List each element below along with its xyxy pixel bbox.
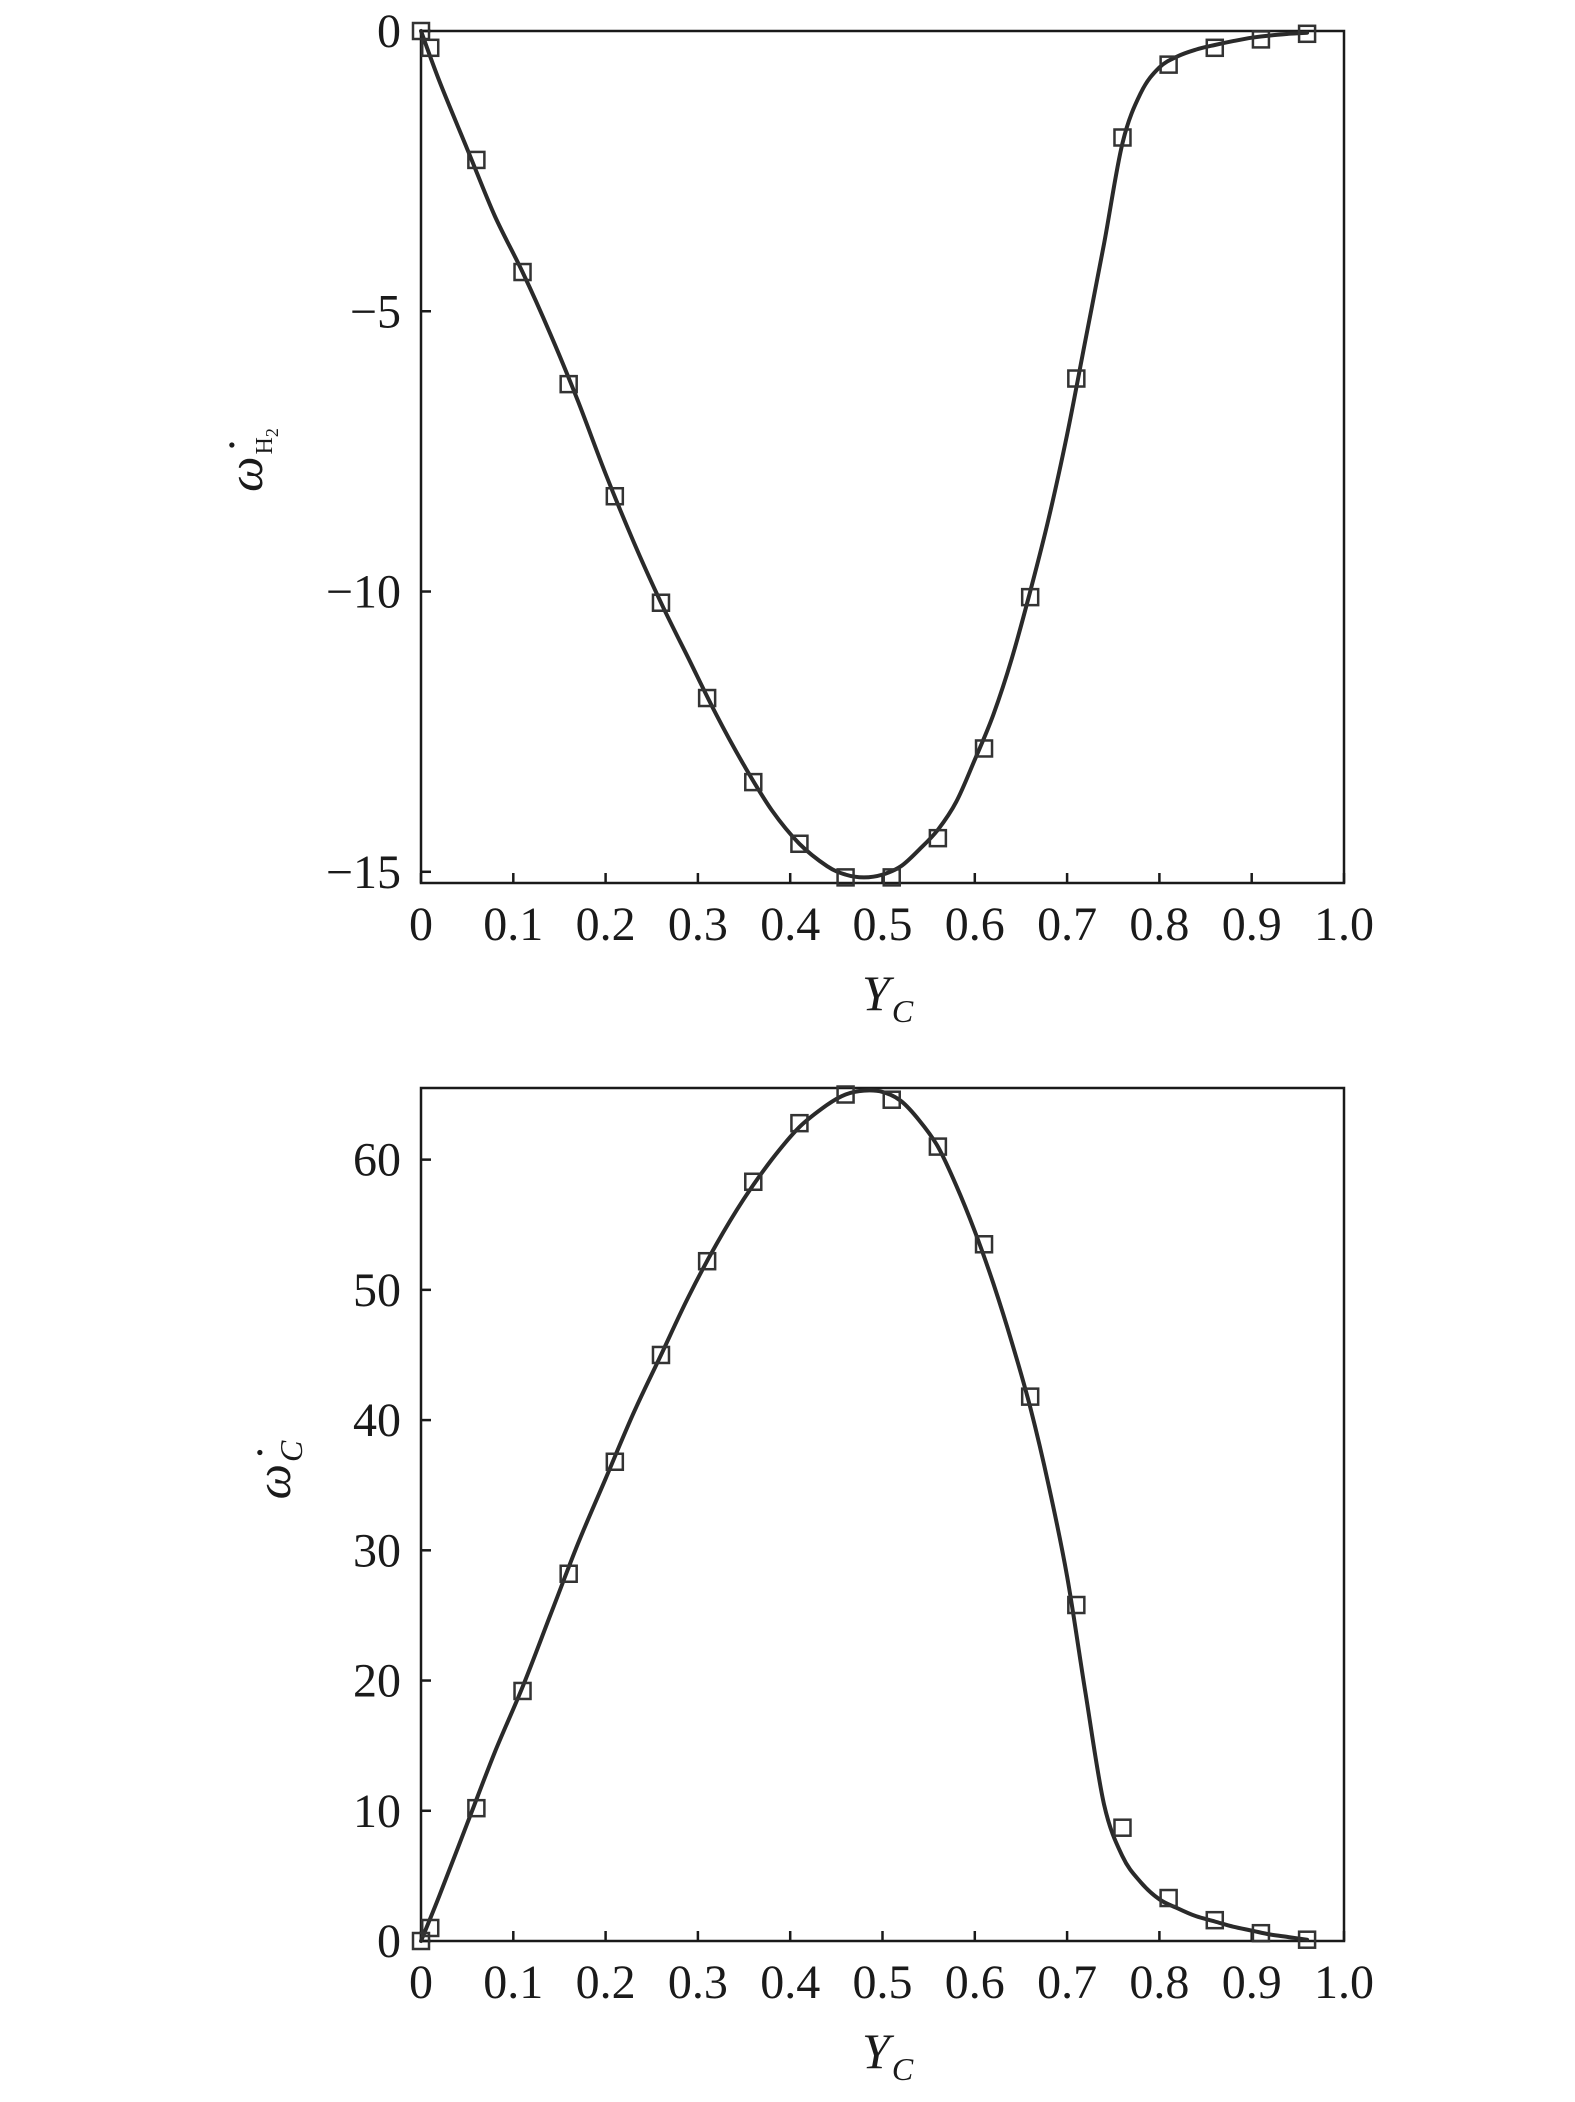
x-tick-label: 1.0	[1314, 898, 1374, 951]
svg-text:ω̇C: $\omegȧ_C$	[245, 1440, 309, 1500]
x-tick-label: 0.8	[1129, 898, 1190, 951]
x-tick-label: 0.6	[944, 898, 1005, 951]
y-ticks-bottom	[353, 1134, 431, 1968]
markers-bottom	[413, 1087, 1315, 1949]
y-tick-label: −15	[325, 845, 401, 899]
y-tick-label: −5	[349, 285, 401, 339]
x-tick-label: 0.3	[667, 1956, 728, 2009]
curve-top	[421, 31, 1307, 877]
y-tick-label: 40	[353, 1394, 401, 1448]
x-tick-label: 0.5	[852, 898, 913, 951]
y-axis-label-bottom	[245, 1440, 309, 1499]
data-point-marker	[1114, 1820, 1130, 1836]
y-tick-label: 0	[377, 5, 401, 58]
x-tick-label: 0.9	[1221, 1956, 1282, 2009]
chart-top	[217, 5, 1374, 1029]
y-tick-label: 0	[377, 1915, 401, 1968]
y-tick-label: 60	[353, 1133, 401, 1187]
y-tick-label: 20	[353, 1654, 401, 1708]
x-ticks-bottom	[409, 1931, 1374, 2009]
x-tick-label: 0.7	[1037, 898, 1098, 951]
x-axis-label-top: $Y_C$	[862, 965, 914, 1029]
x-tick-label: 0.2	[575, 1956, 636, 2009]
x-tick-label: 0.4	[760, 898, 821, 951]
y-axis-label-top	[217, 428, 282, 492]
x-tick-label: 0.7	[1037, 1956, 1098, 2009]
chart-bottom	[245, 1087, 1374, 2087]
data-point-marker	[1253, 31, 1269, 47]
x-tick-label: 1.0	[1314, 1956, 1374, 2009]
x-axis-label-bottom: $Y_C$	[862, 2023, 914, 2087]
curve-bottom	[421, 1090, 1307, 1941]
x-tick-label: 0.5	[852, 1956, 913, 2009]
svg-text:ω̇H2: $\omegȧ_H2$	[217, 428, 282, 492]
markers-top	[413, 23, 1315, 885]
x-tick-label: 0.6	[944, 1956, 1005, 2009]
x-tick-label: 0	[409, 1956, 433, 2009]
y-tick-label: −10	[325, 565, 401, 619]
y-tick-label: 50	[353, 1263, 401, 1317]
x-tick-label: 0.1	[483, 898, 544, 951]
y-ticks-top	[326, 5, 431, 899]
x-tick-label: 0.1	[483, 1956, 544, 2009]
x-tick-label: 0.9	[1221, 898, 1282, 951]
x-tick-label: 0	[409, 898, 433, 951]
y-tick-label: 10	[353, 1784, 401, 1838]
x-tick-label: 0.2	[575, 898, 636, 951]
plot-frame-bottom	[421, 1088, 1344, 1941]
x-tick-label: 0.3	[667, 898, 728, 951]
x-tick-label: 0.4	[760, 1956, 821, 2009]
plot-frame-top	[421, 31, 1344, 883]
x-tick-label: 0.8	[1129, 1956, 1190, 2009]
y-tick-label: 30	[353, 1524, 401, 1578]
